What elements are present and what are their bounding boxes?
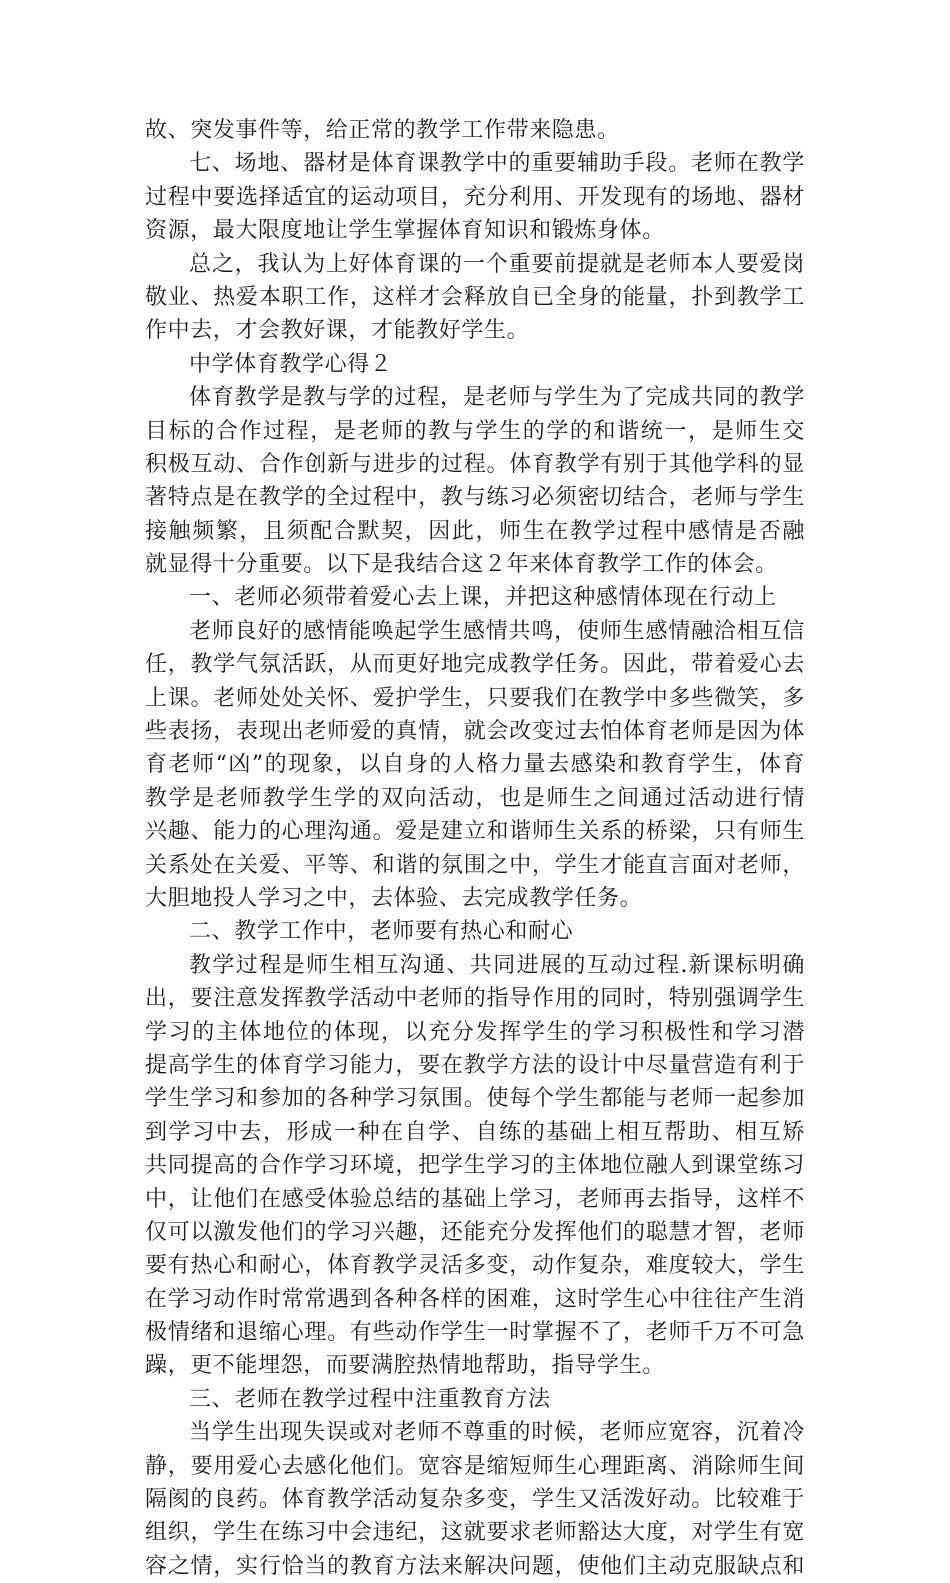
text-line: 提高学生的体育学习能力，要在教学方法的设计中尽量营造有利于: [145, 1052, 805, 1078]
text-line: 七、场地、器材是体育课教学中的重要辅助手段。老师在教学: [189, 151, 805, 177]
text-line: 在学习动作时常常遇到各种各样的困难，这时学生心中往往产生消: [145, 1286, 805, 1312]
text-line: 故、突发事件等，给正常的教学工作带来隐患。: [145, 118, 620, 143]
text-line: 极情绪和退缩心理。有些动作学生一时掌握不了，老师千万不可急: [145, 1320, 805, 1346]
text-line: 上课。老师处处关怀、爱护学生，只要我们在教学中多些微笑，多: [145, 685, 805, 711]
text-line: 就显得十分重要。以下是我结合这２年来体育教学工作的体会。: [145, 552, 778, 578]
text-line: 隔阂的良药。体育教学活动复杂多变，学生又活泼好动。比较难于: [145, 1487, 805, 1513]
text-line: 中，让他们在感受体验总结的基础上学习，老师再去指导，这样不: [145, 1186, 805, 1212]
text-line: 敬业、热爱本职工作，这样才会释放自已全身的能量，扑到教学工: [145, 284, 805, 310]
text-line: 总之，我认为上好体育课的一个重要前提就是老师本人要爱岗: [189, 251, 805, 277]
text-line: 大胆地投人学习之中，去体验、去完成教学任务。: [145, 885, 643, 911]
text-line: 仅可以激发他们的学习兴趣，还能充分发挥他们的聪慧才智，老师: [145, 1219, 805, 1245]
text-line: 学习的主体地位的体现，以充分发挥学生的学习积极性和学习潜: [145, 1019, 805, 1045]
document-body: [145, 114, 805, 1583]
text-line: 积极互动、合作创新与进步的过程。体育教学有别于其他学科的显: [145, 451, 805, 477]
text-line: 躁，更不能埋怨，而要满腔热情地帮助，指导学生。: [145, 1353, 665, 1379]
text-line: 学生学习和参加的各种学习氛围。使每个学生都能与老师一起参加: [145, 1086, 805, 1112]
text-line: 育老师“凶”的现象，以自身的人格力量去感染和教育学生，体育: [145, 752, 805, 778]
text-line: 关系处在关爱、平等、和谐的氛围之中，学生才能直言面对老师，: [145, 852, 805, 878]
text-line: 出，要注意发挥教学活动中老师的指导作用的同时，特别强调学生: [145, 986, 805, 1012]
text-line: 接触频繁，且须配合默契，因此，师生在教学过程中感情是否融: [145, 518, 805, 544]
text-line: 过程中要选择适宜的运动项目，充分利用、开发现有的场地、器材: [145, 184, 805, 210]
text-line: 容之情，实行恰当的教育方法来解决问题，使他们主动克服缺点和: [145, 1553, 805, 1579]
text-line: 中学体育教学心得２: [189, 351, 393, 377]
text-line: 三、老师在教学过程中注重教育方法: [189, 1386, 551, 1412]
text-line: 一、老师必须带着爱心去上课，并把这种感情体现在行动上: [189, 585, 777, 611]
text-line: 当学生出现失误或对老师不尊重的时候，老师应宽容，沉着冷: [189, 1420, 805, 1446]
text-line: 作中去，才会教好课，才能教好学生。: [145, 318, 530, 344]
text-line: 著特点是在教学的全过程中，教与练习必须密切结合，老师与学生: [145, 485, 805, 511]
text-line: 资源，最大限度地让学生掌握体育知识和锻炼身体。: [145, 218, 665, 244]
text-line: 二、教学工作中，老师要有热心和耐心: [189, 919, 574, 945]
text-line: 体育教学是教与学的过程，是老师与学生为了完成共同的教学: [189, 385, 805, 411]
text-line: 共同提高的合作学习环境，把学生学习的主体地位融人到课堂练习: [145, 1153, 805, 1179]
text-line: 组织，学生在练习中会违纪，这就要求老师豁达大度，对学生有宽: [145, 1520, 805, 1546]
text-line: 要有热心和耐心，体育教学灵活多变，动作复杂，难度较大，学生: [145, 1253, 805, 1279]
text-line: 静，要用爱心去感化他们。宽容是缩短师生心理距离、消除师生间: [145, 1453, 805, 1479]
text-line: 目标的合作过程，是老师的教与学生的学的和谐统一，是师生交: [145, 418, 805, 444]
text-line: 到学习中去，形成一种在自学、自练的基础上相互帮助、相互矫: [145, 1119, 805, 1145]
text-line: 些表扬，表现出老师爱的真情，就会改变过去怕体育老师是因为体: [145, 719, 805, 745]
text-line: 兴趣、能力的心理沟通。爱是建立和谐师生关系的桥梁，只有师生: [145, 819, 805, 845]
text-line: 教学过程是师生相互沟通、共同进展的互动过程.新课标明确: [189, 952, 805, 978]
text-line: 教学是老师教学生学的双向活动，也是师生之间通过活动进行情: [145, 785, 805, 811]
text-line: 任，教学气氛活跃，从而更好地完成教学任务。因此，带着爱心去: [145, 652, 805, 678]
text-line: 老师良好的感情能唤起学生感情共鸣，使师生感情融洽相互信: [189, 618, 805, 644]
